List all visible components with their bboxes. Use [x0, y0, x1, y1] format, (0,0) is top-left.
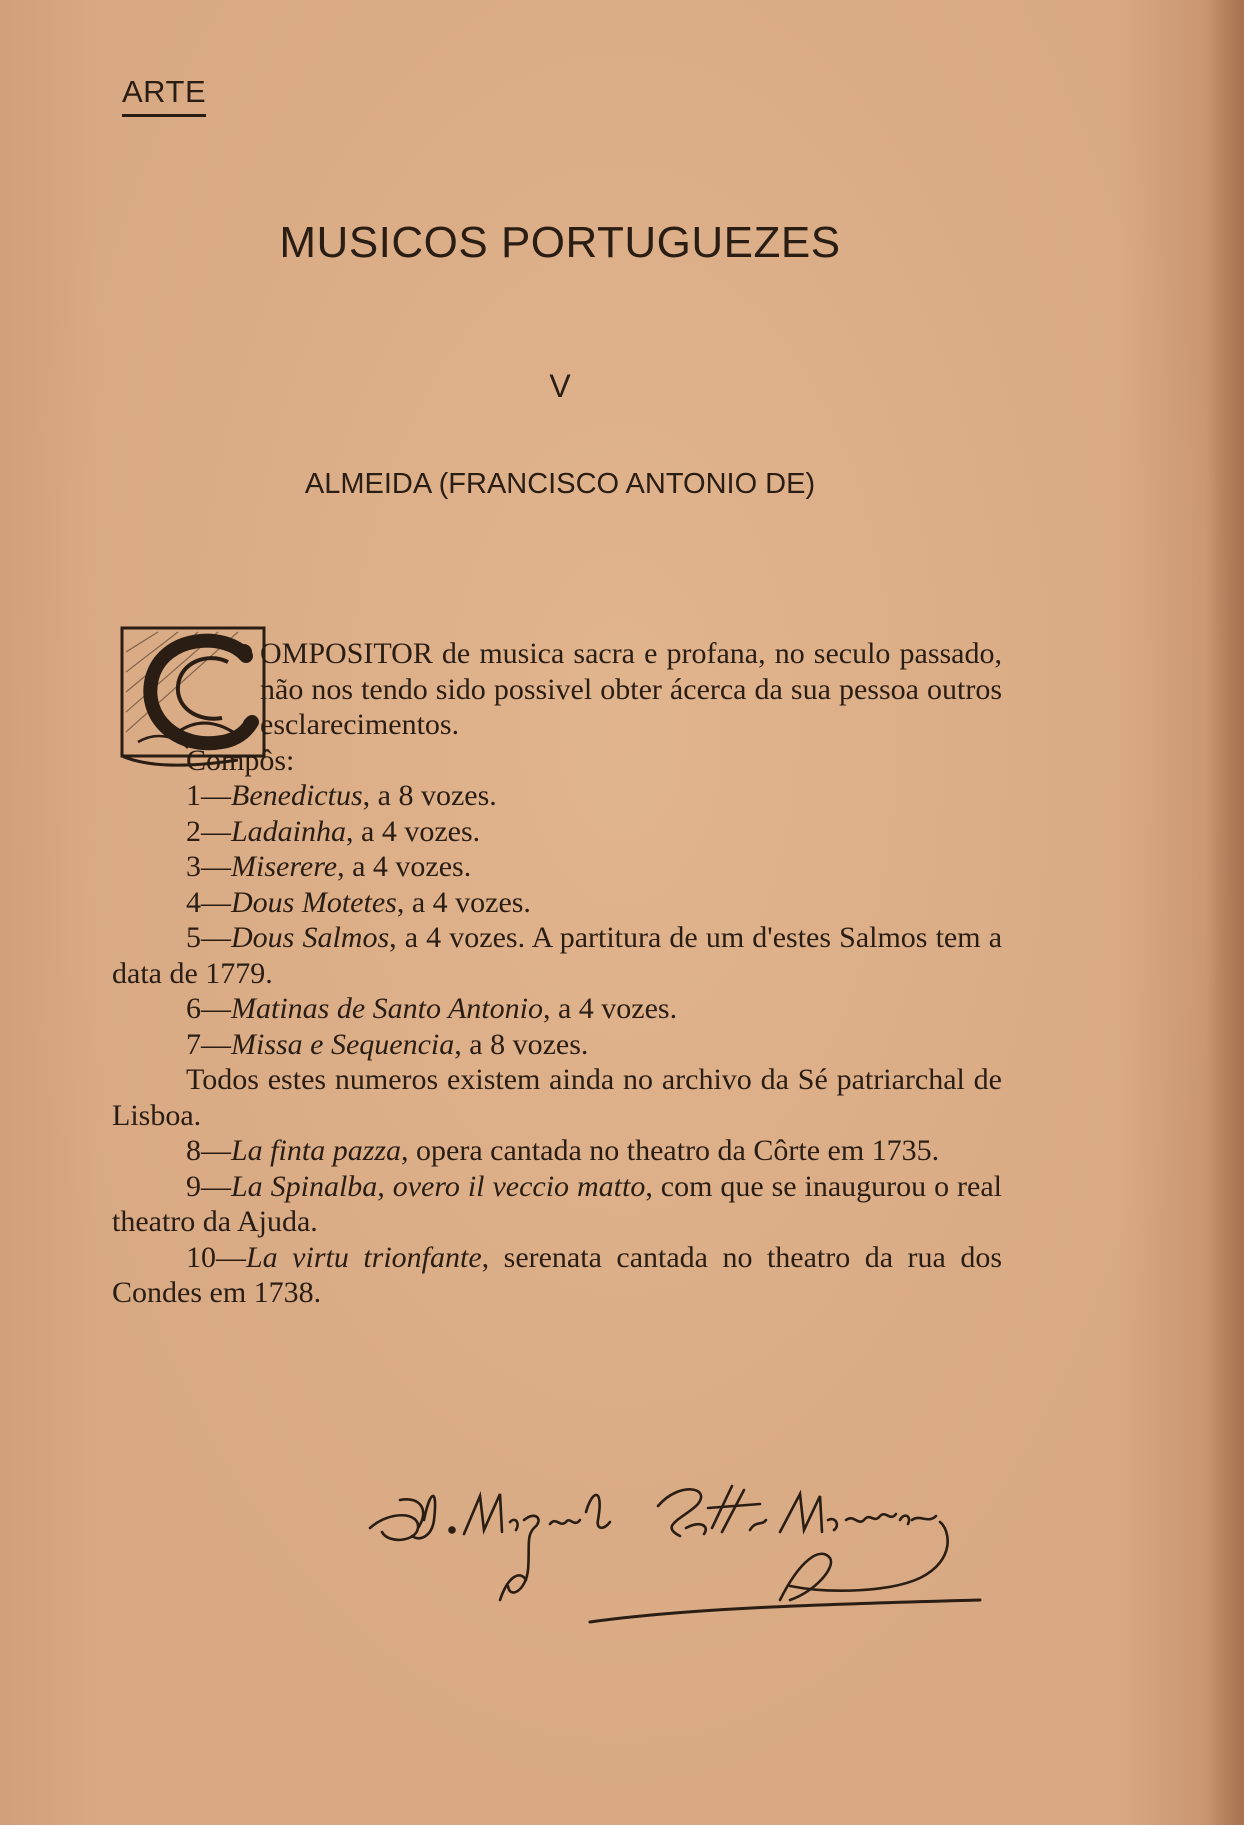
- list-item: 6—Matinas de Santo Antonio, a 4 vozes.: [186, 992, 678, 1025]
- handwritten-signature: [360, 1450, 1000, 1630]
- list-item: 2—Ladainha, a 4 vozes.: [186, 814, 481, 848]
- running-head: ARTE: [122, 74, 206, 117]
- intro-paragraph: [112, 636, 1002, 743]
- list-item: 1—Benedictus, a 8 vozes.: [186, 779, 497, 812]
- list-item: 8—La finta pazza, opera cantada no theatro da Côrte em 1735.: [186, 1134, 940, 1167]
- article-body: [112, 636, 1002, 1311]
- list-item: 3—Miserere, a 4 vozes.: [186, 850, 472, 883]
- composer-heading: ALMEIDA (FRANCISCO ANTONIO DE): [304, 468, 816, 500]
- list-item: 7—Missa e Sequencia, a 8 vozes.: [186, 1027, 589, 1061]
- compos-label: Compôs:: [186, 743, 295, 777]
- list-item: 4—Dous Motetes, a 4 vozes.: [186, 885, 531, 919]
- intro-text: de musica sacra e profana, no seculo passado, não nos tendo sido possivel obter ácerca da sua pessoa outros esclarecimentos.: [260, 637, 1002, 741]
- chapter-number: V: [549, 368, 571, 404]
- intro-smallcaps: OMPOSITOR: [260, 637, 433, 670]
- list-item: 10—La virtu trionfante, serenata cantada no theatro da rua dos Condes em 1738.: [112, 1240, 1002, 1309]
- list-item: 5—Dous Salmos, a 4 vozes. A partitura de um d'estes Salmos tem a data de 1779.: [112, 921, 1003, 990]
- article-title: MUSICOS PORTUGUEZES: [279, 218, 841, 267]
- archive-note: Todos estes numeros existem ainda no archivo da Sé patriarchal de Lisboa.: [112, 1063, 1002, 1132]
- list-item: 9—La Spinalba, overo il veccio matto, com que se inaugurou o real theatro da Ajuda.: [112, 1169, 1002, 1238]
- page-spine-shadow: [1206, 0, 1244, 1825]
